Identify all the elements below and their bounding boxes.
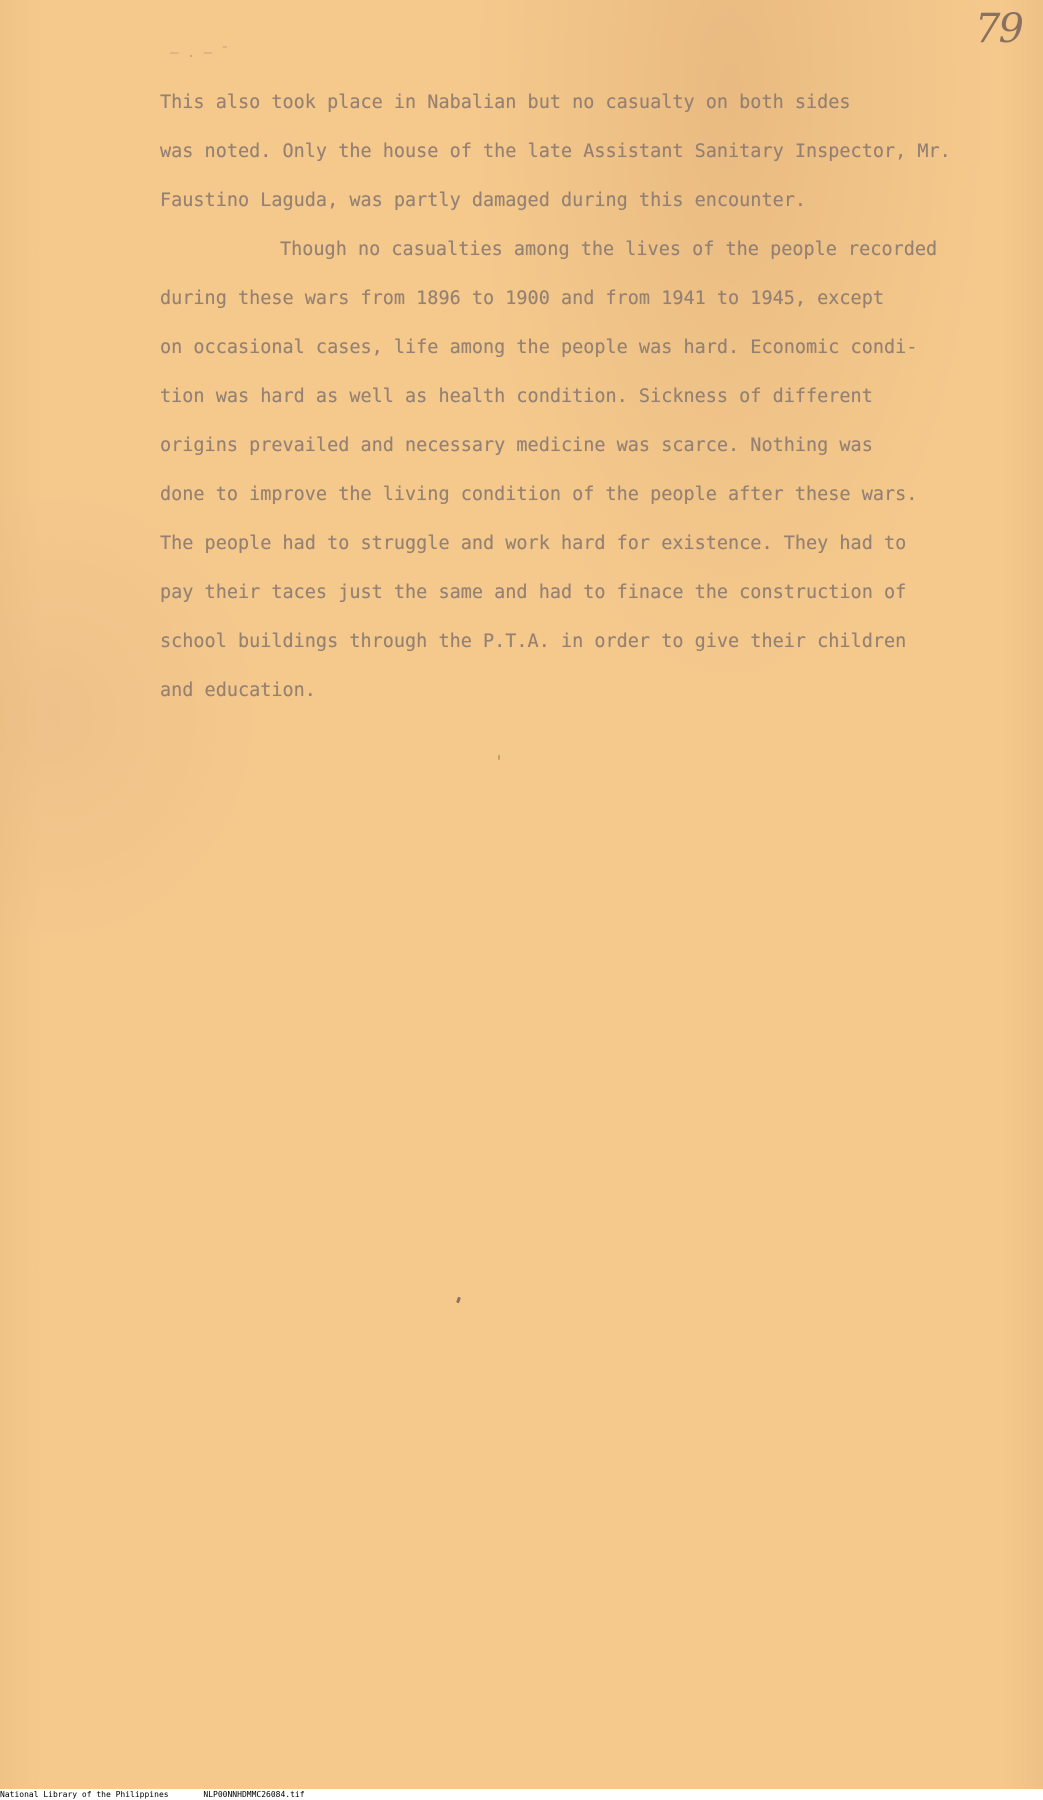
typed-text: [160, 92, 1000, 729]
text-line: and education.: [160, 680, 316, 701]
text-line: pay their taces just the same and had to finace the construction of: [160, 582, 907, 603]
scan-footer: [0, 1789, 1043, 1800]
text-line: The people had to struggle and work hard for existence. They had to: [160, 533, 907, 554]
text-line: Though no casualties among the lives of the people recorded: [280, 239, 938, 260]
text-line: was noted. Only the house of the late Assistant Sanitary Inspector, Mr.: [160, 141, 951, 162]
ink-speck: [498, 755, 500, 760]
text-line: origins prevailed and necessary medicine was scarce. Nothing was: [160, 435, 873, 456]
text-line: during these wars from 1896 to 1900 and from 1941 to 1945, except: [160, 288, 884, 309]
text-line: tion was hard as well as health condition. Sickness of different: [160, 386, 873, 407]
footer-institution: National Library of the Philippines: [0, 1790, 169, 1799]
footer-filename: NLP00NNHDMMC26084.tif: [203, 1790, 305, 1799]
text-line: done to improve the living condition of the people after these wars.: [160, 484, 918, 505]
page-number: 79: [975, 6, 1022, 52]
ink-speck: [456, 1297, 461, 1304]
text-line: school buildings through the P.T.A. in order to give their children: [160, 631, 907, 652]
text-line: on occasional cases, life among the people was hard. Economic condi-: [160, 337, 918, 358]
text-line: This also took place in Nabalian but no casualty on both sides: [160, 92, 851, 113]
text-line: Faustino Laguda, was partly damaged during this encounter.: [160, 190, 807, 211]
stray-marks: — . — ˉ: [170, 45, 230, 61]
